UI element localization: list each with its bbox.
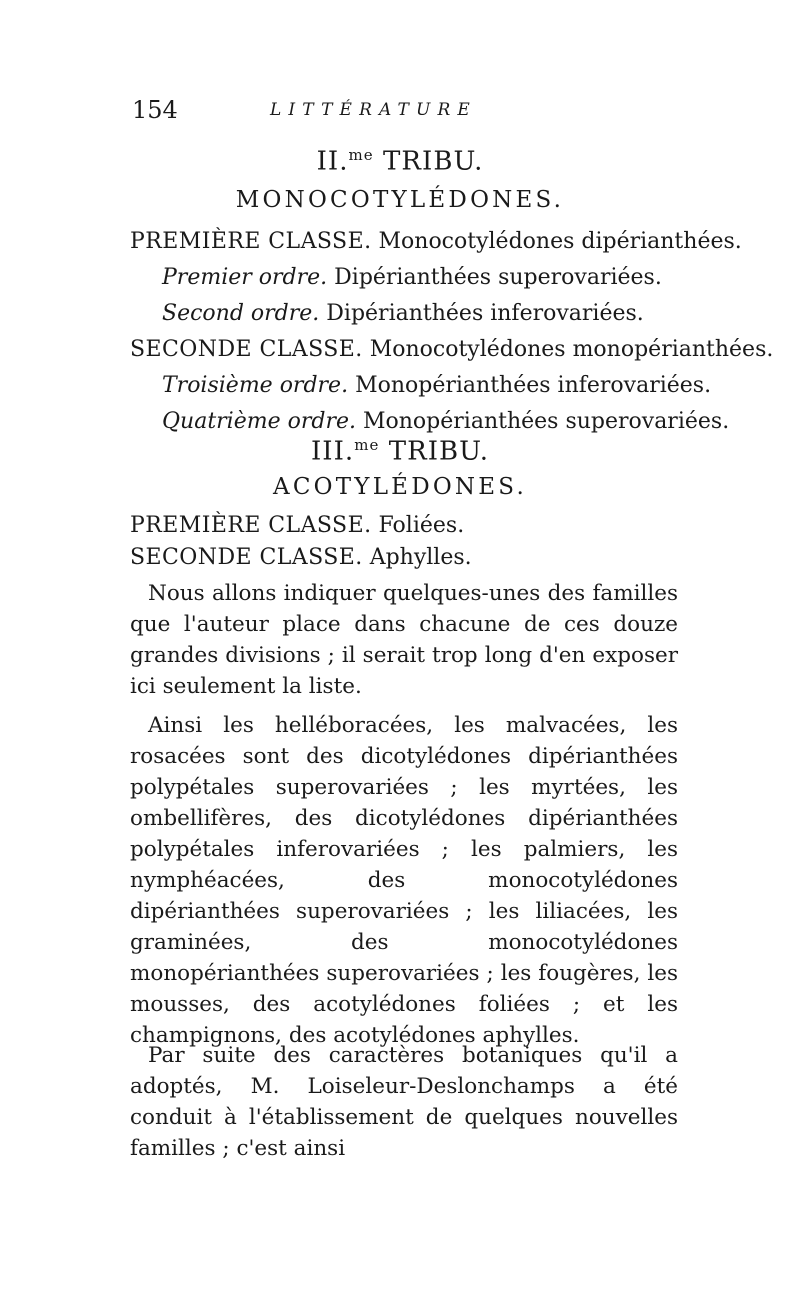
page-number: 154 [132, 96, 178, 124]
class-line: PREMIÈRE CLASSE. Monocotylédones dipérianthées. [130, 229, 742, 254]
group-heading-monocotyledones: MONOCOTYLÉDONES. [235, 187, 565, 213]
tribe-heading-3: III.$^{me}$ TRIBU. [310, 436, 490, 467]
class-line: PREMIÈRE CLASSE. Foliées. [130, 513, 465, 538]
body-paragraph: Ainsi les helléboracées, les malvacées, les rosacées sont des dicotylédones dipérianthées polypétales superovariées ; les myrtées, les ombellifères, des dicotylédones dipérianthées polypétales inferovariées ; les palmiers, les nymphéacées, des monocotylédones dipérianthées superovariées ; les liliacées, les graminées, des monocotylédones monopérianthées superovariées ; les fougères, les mousses, des acotylédones foliées ; et les champignons, des acotylédones aphylles. [130, 713, 678, 1048]
body-paragraph: Nous allons indiquer quelques-unes des familles que l'auteur place dans chacune de ces douze grandes divisions ; il serait trop long d'en exposer ici seulement la liste. [130, 581, 678, 699]
running-title: LITTÉRATURE [270, 100, 477, 120]
page-header [120, 96, 680, 130]
class-line: SECONDE CLASSE. Monocotylédones monopérianthées. [130, 337, 774, 362]
order-line: Troisième ordre. Monopérianthées inferovariées. [162, 373, 712, 398]
order-line: Premier ordre. Dipérianthées superovariées. [162, 265, 662, 290]
group-heading-acotyledones: ACOTYLÉDONES. [273, 474, 527, 500]
class-line: SECONDE CLASSE. Aphylles. [130, 545, 472, 570]
body-paragraph: Par suite des caractères botaniques qu'il a adoptés, M. Loiseleur-Deslonchamps a été conduit à l'établissement de quelques nouvelles familles ; c'est ainsi [130, 1043, 678, 1161]
tribe-heading-2: II.$^{me}$ TRIBU. [316, 146, 484, 177]
order-line: Quatrième ordre. Monopérianthées superovariées. [162, 409, 730, 434]
order-line: Second ordre. Dipérianthées inferovariées. [162, 301, 644, 326]
